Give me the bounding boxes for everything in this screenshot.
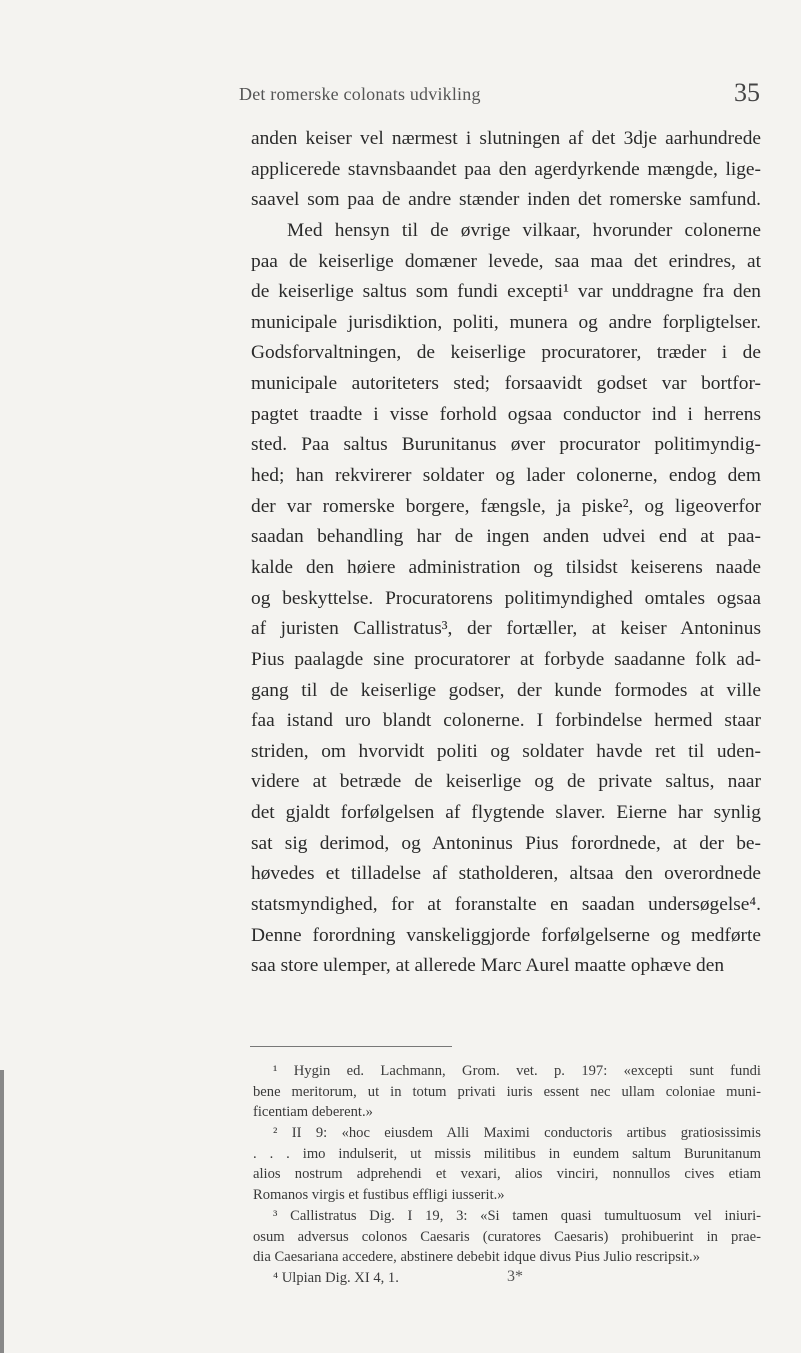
body-line: Pius paalagde sine procuratorer at forbyde saadanne folk ad-: [251, 648, 761, 670]
body-line: statsmyndighed, for at foranstalte en saadan undersøgelse⁴.: [251, 894, 761, 916]
running-title: Det romerske colonats udvikling: [239, 84, 481, 104]
body-line: pagtet traadte i visse forhold ogsaa conductor ind i herrens: [251, 403, 761, 425]
body-line: Godsforvaltningen, de keiserlige procuratorer, træder i de: [251, 342, 761, 364]
body-line: faa istand uro blandt colonerne. I forbindelse hermed staar: [251, 710, 761, 732]
body-line: gang til de keiserlige godser, der kunde formodes at ville: [251, 679, 761, 701]
body-line: saavel som paa de andre stænder inden det romerske samfund.: [251, 189, 761, 211]
footnote-line: dia Caesariana accedere, abstinere debebit idque divus Pius Julio rescripsit.»: [253, 1249, 700, 1266]
body-line: hed; han rekvirerer soldater og lader colonerne, endog dem: [251, 465, 761, 487]
body-line: det gjaldt forfølgelsen af flygtende slaver. Eierne har synlig: [251, 802, 761, 824]
footnote-line: osum adversus colonos Caesaris (curatores Caesaris) prohibuerint in prae-: [253, 1228, 761, 1245]
footnote-line: ¹ Hygin ed. Lachmann, Grom. vet. p. 197: «excepti sunt fundi: [273, 1063, 761, 1079]
body-line: videre at betræde de keiserlige og de private saltus, naar: [251, 771, 761, 793]
footnote-rule: [250, 1046, 452, 1047]
body-line: og beskyttelse. Procuratorens politimyndighed omtales ogsaa: [251, 587, 761, 609]
body-line: saadan behandling har de ingen anden udvei end at paa-: [251, 526, 761, 548]
body-line: municipale jurisdiktion, politi, munera og andre forpligtelser.: [251, 311, 761, 333]
running-header: [195, 78, 760, 108]
footnote-line: ³ Callistratus Dig. I 19, 3: «Si tamen quasi tumultuosum vel iniuri-: [273, 1207, 761, 1224]
footnotes: [253, 1061, 761, 1289]
footnote-line: bene meritorum, ut in totum privati iuris essent nec ullam coloniae muni-: [253, 1083, 761, 1100]
body-line: høvedes et tilladelse af statholderen, altsaa den overordnede: [251, 863, 761, 885]
body-line: Denne forordning vanskeliggjorde forfølgelserne og medførte: [251, 924, 761, 946]
body-line: de keiserlige saltus som fundi excepti¹ var unddragne fra den: [251, 281, 761, 303]
footnote-line: ⁴ Ulpian Dig. XI 4, 1.: [273, 1269, 399, 1286]
body-line: striden, om hvorvidt politi og soldater havde ret til uden-: [251, 740, 761, 762]
body-line: sat sig derimod, og Antoninus Pius forordnede, at der be-: [251, 832, 761, 854]
footnote-line: ficentiam deberent.»: [253, 1104, 373, 1121]
page-edge-shadow: [0, 1070, 4, 1353]
footnote-line: . . . imo indulserit, ut missis militibus in eundem saltum Burunitanum: [253, 1145, 761, 1162]
body-line: anden keiser vel nærmest i slutningen af det 3dje aarhundrede: [251, 128, 761, 149]
body-line: saa store ulemper, at allerede Marc Aurel maatte ophæve den: [251, 955, 725, 977]
page-number: 35: [734, 78, 760, 107]
body-line: municipale autoriteters sted; forsaavidt godset var bortfor-: [251, 373, 761, 395]
footnote-line: Romanos virgis et fustibus effligi iusserit.»: [253, 1187, 505, 1204]
body-line: paa de keiserlige domæner levede, saa maa det erindres, at: [251, 250, 761, 272]
body-line: Med hensyn til de øvrige vilkaar, hvorunder colonerne: [287, 219, 761, 241]
body-text: [251, 124, 761, 982]
signature-mark: 3*: [507, 1268, 523, 1285]
body-line: sted. Paa saltus Burunitanus øver procurator politimyndig-: [251, 434, 761, 456]
footnote-line: ² II 9: «hoc eiusdem Alli Maximi conductoris artibus gratiosissimis: [273, 1125, 761, 1142]
body-line: kalde den høiere administration og tilsidst keiserens naade: [251, 556, 761, 578]
body-line: der var romerske borgere, fængsle, ja piske², og ligeoverfor: [251, 495, 761, 517]
body-line: af juristen Callistratus³, der fortæller, at keiser Antoninus: [251, 618, 761, 640]
body-line: applicerede stavnsbaandet paa den agerdyrkende mængde, lige-: [251, 158, 761, 180]
footnote-line: alios nostrum adprehendi et vexari, alios vinciri, nonnullos cives etiam: [253, 1166, 761, 1183]
